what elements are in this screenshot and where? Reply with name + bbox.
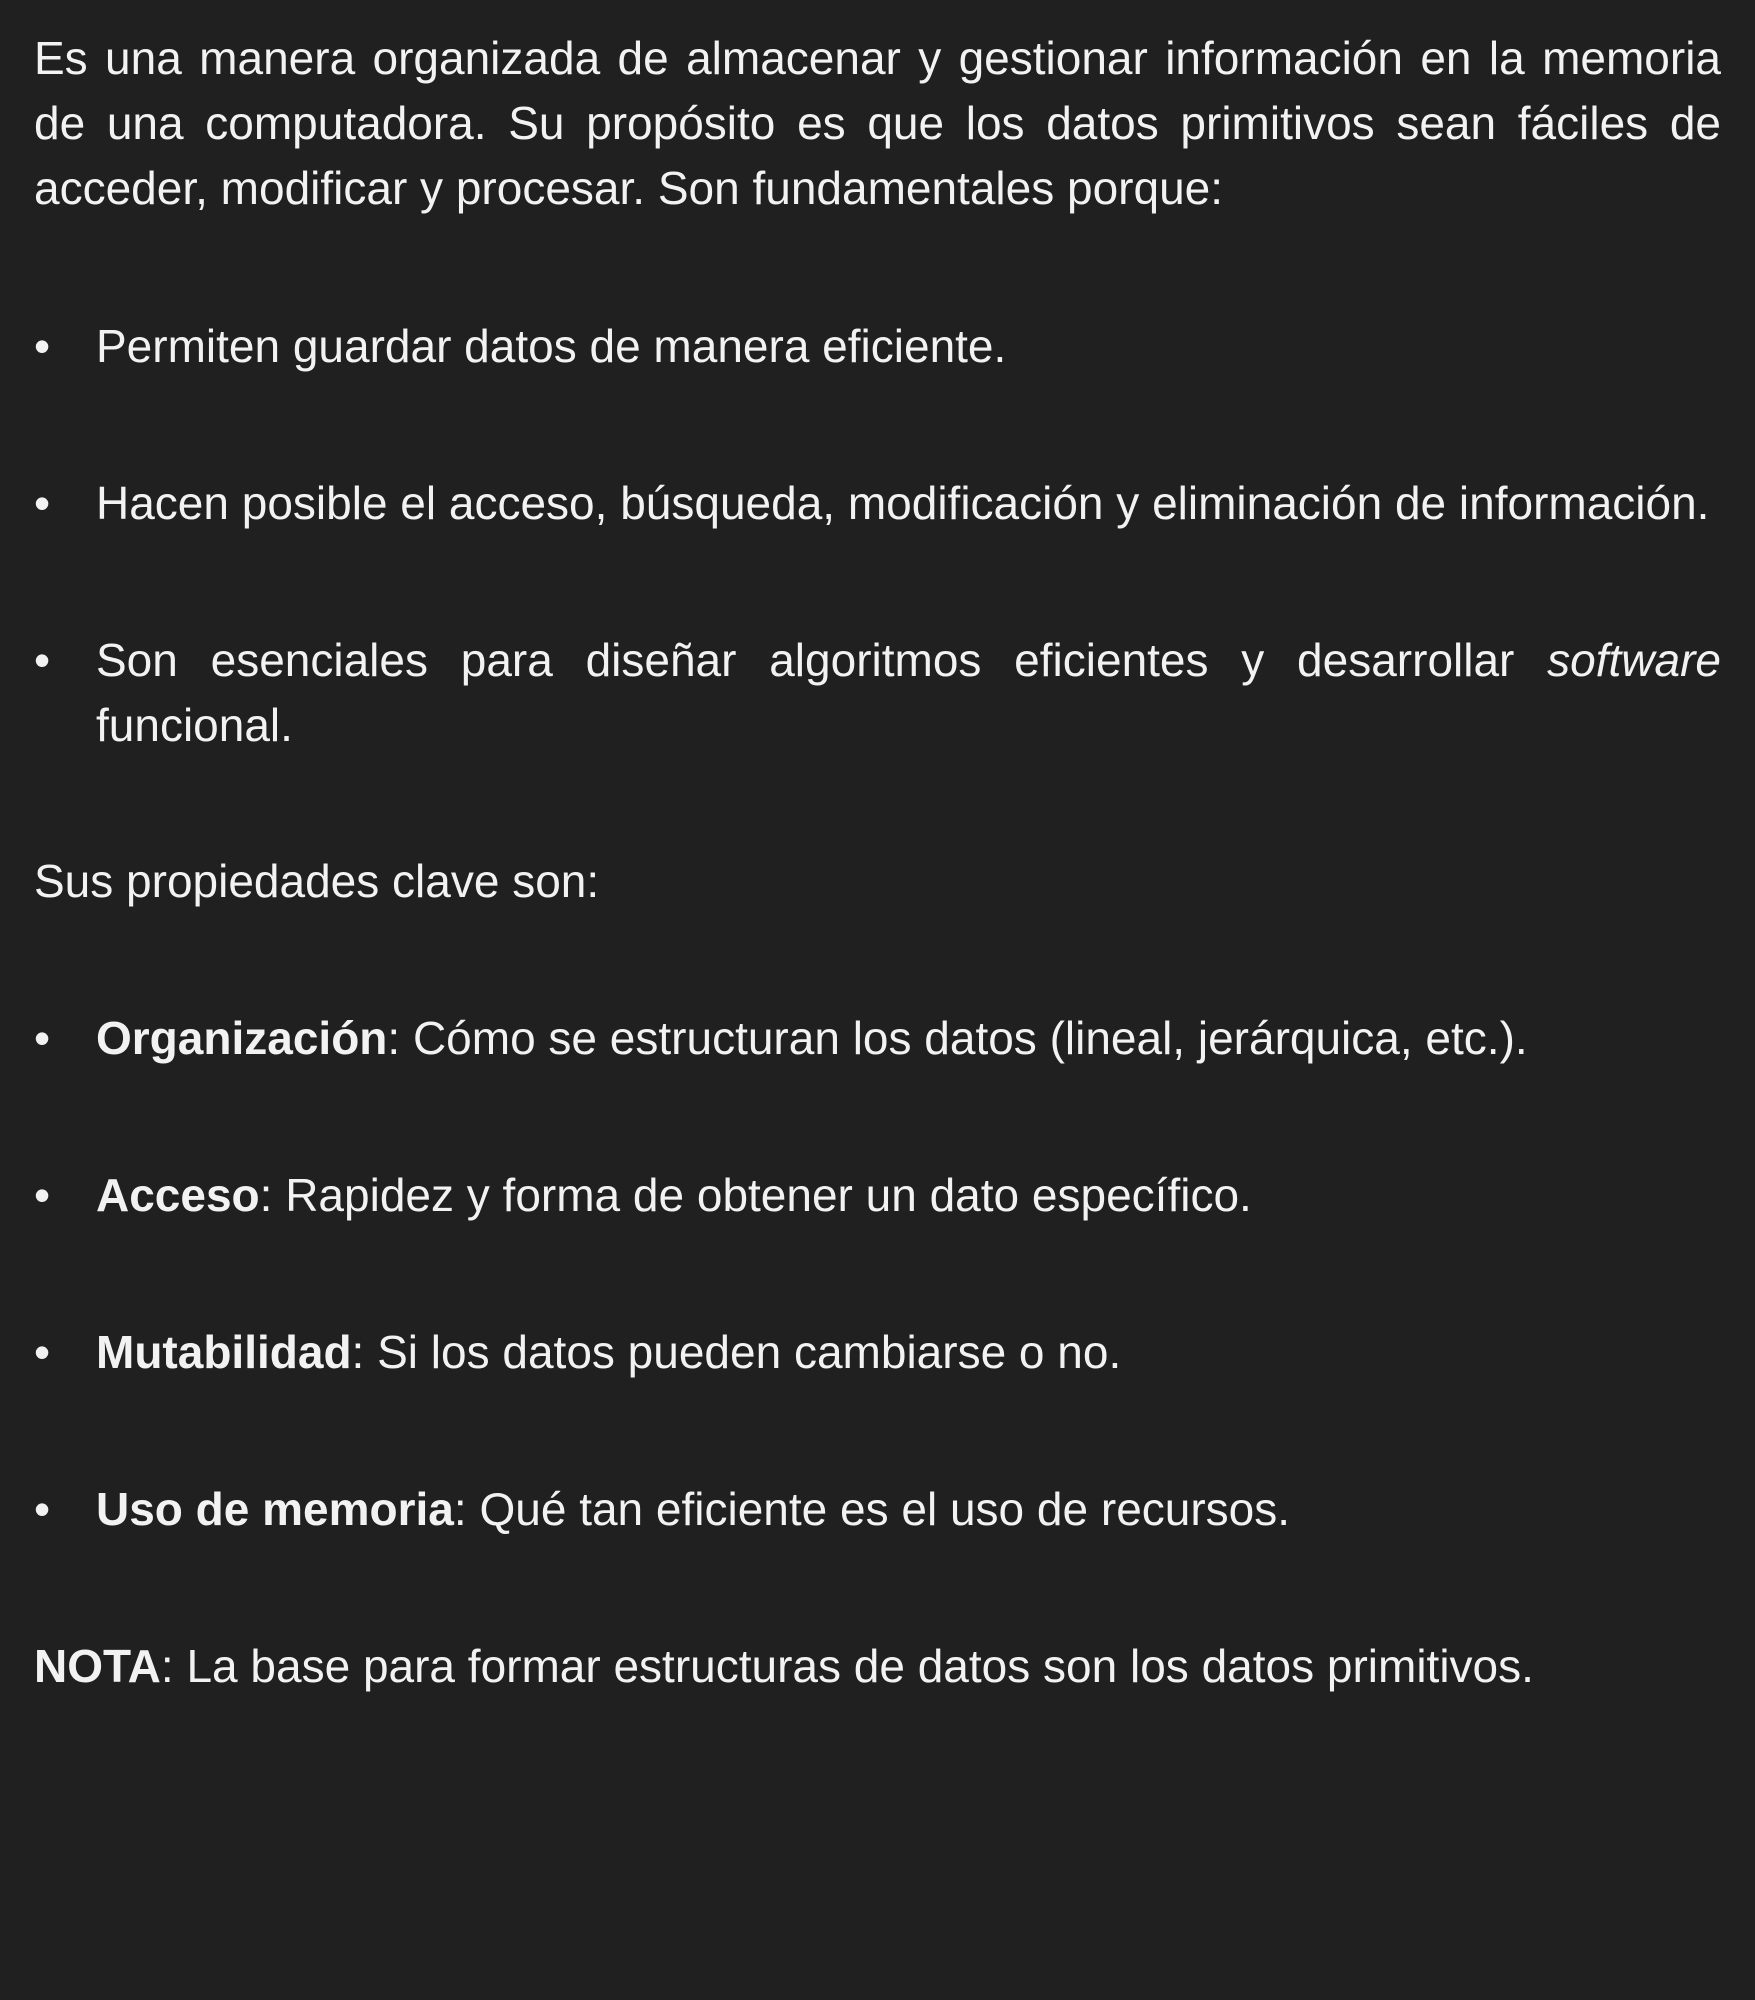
list-item [34,471,1721,536]
property-term: Uso de memoria [96,1483,454,1535]
list-item [34,1320,1721,1385]
spacer [34,758,1721,849]
reason-italic-term: software [1547,634,1722,686]
spacer [34,221,1721,314]
reason-text: Son esenciales para diseñar algoritmos eficientes y desarrollar [96,634,1515,686]
note-paragraph [34,1634,1721,1699]
intro-paragraph: Es una manera organizada de almacenar y gestionar información en la memoria de una computadora. Su propósito es que los datos primitivos sean fáciles de acceder, modificar y procesar. Son fundamentales porque: [34,32,1721,214]
reasons-list [34,314,1721,758]
property-description: : Qué tan eficiente es el uso de recursos. [453,1483,1291,1535]
reason-text: Hacen posible el acceso, búsqueda, modificación y eliminación de información. [96,477,1710,529]
property-term: Mutabilidad [96,1326,352,1378]
bullet-icon: • [34,1169,51,1221]
bullet-icon: • [34,320,51,372]
property-term: Acceso [96,1169,260,1221]
reason-text: funcional. [96,699,293,751]
bullet-icon: • [34,477,51,529]
bullet-icon: • [34,1012,51,1064]
list-item [34,1006,1721,1071]
reason-text: Permiten guardar datos de manera eficiente. [96,320,1007,372]
list-item [34,628,1721,758]
property-term: Organización [96,1012,388,1064]
bullet-icon: • [34,1326,51,1378]
list-item [34,1477,1721,1542]
note-label: NOTA [34,1640,161,1692]
list-item [34,314,1721,379]
properties-list [34,1006,1721,1542]
property-description: : Cómo se estructuran los datos (lineal, jerárquica, etc.). [387,1012,1528,1064]
property-description: : Rapidez y forma de obtener un dato específico. [259,1169,1252,1221]
bullet-icon: • [34,634,51,686]
bullet-icon: • [34,1483,51,1535]
spacer [34,1542,1721,1634]
property-description: : Si los datos pueden cambiarse o no. [351,1326,1122,1378]
spacer [34,914,1721,1006]
properties-heading: Sus propiedades clave son: [34,855,600,907]
note-text: : La base para formar estructuras de datos son los datos primitivos. [160,1640,1534,1692]
list-item [34,1163,1721,1228]
